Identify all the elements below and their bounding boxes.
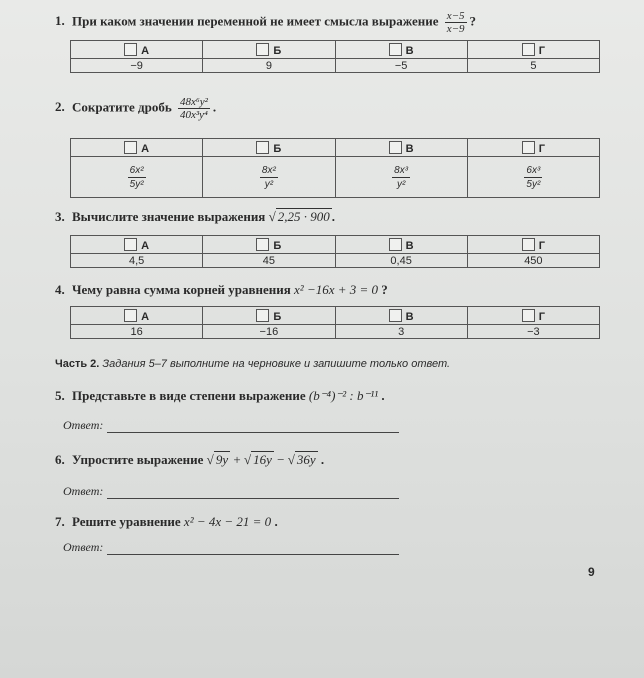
question-text: Решите уравнение — [72, 514, 181, 529]
checkbox[interactable] — [256, 43, 269, 56]
checkbox[interactable] — [389, 141, 402, 154]
option-value: $\frac{\text{8x²}}{\text{y²}}$ — [203, 157, 335, 198]
option-value: 0,45 — [335, 254, 467, 268]
question-suffix: ? — [381, 282, 388, 297]
options-table-q3 — [70, 235, 600, 268]
options-table-q1 — [70, 40, 600, 73]
option-value: −16 — [203, 325, 335, 339]
fraction-numerator: x−5 — [446, 10, 465, 22]
question-number: 4. — [55, 282, 65, 297]
question-text: Упростите выражение — [72, 452, 204, 467]
options-table-q2 — [70, 138, 600, 198]
option-value: −3 — [467, 325, 599, 339]
answer-field-7[interactable] — [63, 540, 399, 555]
question-number: 7. — [55, 514, 65, 529]
question-suffix: ? — [469, 13, 477, 29]
expression: (b⁻⁴)⁻² : b⁻¹¹ — [308, 388, 379, 403]
option-value: 5 — [467, 59, 599, 73]
option-value: $\frac{\text{6x³}}{\text{5y²}}$ — [467, 157, 599, 198]
question-suffix: . — [274, 514, 278, 529]
option-value: 3 — [335, 325, 467, 339]
answer-label: Ответ: — [63, 418, 104, 432]
answer-line[interactable] — [107, 487, 399, 499]
answer-label: Ответ: — [63, 540, 104, 554]
question-number: 1. — [55, 13, 65, 29]
option-value: −5 — [335, 59, 467, 73]
question-number: 6. — [55, 452, 65, 467]
page-number: 9 — [588, 565, 595, 579]
option-value: 45 — [203, 254, 335, 268]
question-5 — [55, 388, 385, 404]
option-value: 450 — [467, 254, 599, 268]
checkbox[interactable] — [124, 141, 137, 154]
checkbox[interactable] — [389, 238, 402, 251]
question-7 — [55, 514, 278, 530]
question-2 — [55, 96, 216, 121]
option-v[interactable]: В — [335, 139, 467, 157]
option-b[interactable]: Б — [203, 41, 335, 59]
question-number: 5. — [55, 388, 65, 403]
option-value: 9 — [203, 59, 335, 73]
checkbox[interactable] — [522, 141, 535, 154]
checkbox[interactable] — [522, 309, 535, 322]
option-a[interactable]: А — [71, 139, 203, 157]
option-a[interactable]: А — [71, 307, 203, 325]
fraction-denominator: 40x³y⁴ — [179, 109, 208, 121]
question-text: При каком значении переменной не имеет смысла выражение — [72, 13, 439, 29]
checkbox[interactable] — [124, 309, 137, 322]
question-text: Вычислите значение выражения — [72, 209, 266, 224]
option-g[interactable]: Г — [467, 236, 599, 254]
option-value: −9 — [71, 59, 203, 73]
question-suffix: . — [331, 209, 335, 224]
option-b[interactable]: Б — [203, 236, 335, 254]
checkbox[interactable] — [256, 309, 269, 322]
answer-line[interactable] — [107, 421, 399, 433]
option-b[interactable]: Б — [203, 307, 335, 325]
sqrt-expression: √ 2,25 · 900 — [268, 209, 330, 224]
checkbox[interactable] — [389, 309, 402, 322]
option-v[interactable]: В — [335, 41, 467, 59]
options-table-q4 — [70, 306, 600, 339]
question-suffix: . — [381, 388, 385, 403]
equation: x² −16x + 3 = 0 — [294, 282, 379, 297]
option-v[interactable]: В — [335, 236, 467, 254]
question-6: 6. Упростите выражение √ 9y + √ 16y − √ 36y . — [55, 452, 325, 467]
question-number: 3. — [55, 209, 65, 224]
option-value: 16 — [71, 325, 203, 339]
question-text: Сократите дробь — [72, 99, 172, 115]
checkbox[interactable] — [522, 238, 535, 251]
option-a[interactable]: А — [71, 41, 203, 59]
checkbox[interactable] — [389, 43, 402, 56]
option-a[interactable]: А — [71, 236, 203, 254]
question-number: 2. — [55, 99, 65, 115]
question-suffix: . — [320, 452, 325, 467]
question-suffix: . — [212, 99, 217, 115]
option-g[interactable]: Г — [467, 307, 599, 325]
fraction — [178, 96, 210, 121]
part-2-heading: Часть 2. Задания 5–7 выполните на черновике и запишите только ответ. — [55, 358, 451, 370]
option-g[interactable]: Г — [467, 41, 599, 59]
option-v[interactable]: В — [335, 307, 467, 325]
question-3 — [55, 209, 335, 225]
question-text: Представьте в виде степени выражение — [72, 388, 306, 403]
question-text: Чему равна сумма корней уравнения — [72, 282, 291, 297]
option-value: $\frac{\text{8x³}}{\text{y²}}$ — [335, 157, 467, 198]
answer-field-5[interactable] — [63, 418, 399, 433]
option-g[interactable]: Г — [467, 139, 599, 157]
answer-field-6[interactable] — [63, 484, 399, 499]
checkbox[interactable] — [124, 238, 137, 251]
fraction — [445, 10, 467, 35]
question-4 — [55, 282, 388, 298]
fraction-numerator: 48x⁶y² — [179, 96, 208, 108]
checkbox[interactable] — [256, 238, 269, 251]
question-1 — [55, 10, 476, 35]
checkbox[interactable] — [256, 141, 269, 154]
equation: x² − 4x − 21 = 0 — [183, 514, 272, 529]
option-b[interactable]: Б — [203, 139, 335, 157]
option-value: 4,5 — [71, 254, 203, 268]
answer-label: Ответ: — [63, 484, 104, 498]
option-value: $\frac{\text{6x²}}{\text{5y²}}$ — [71, 157, 203, 198]
fraction-denominator: x−9 — [446, 23, 465, 35]
checkbox[interactable] — [124, 43, 137, 56]
answer-line[interactable] — [107, 543, 399, 555]
checkbox[interactable] — [522, 43, 535, 56]
